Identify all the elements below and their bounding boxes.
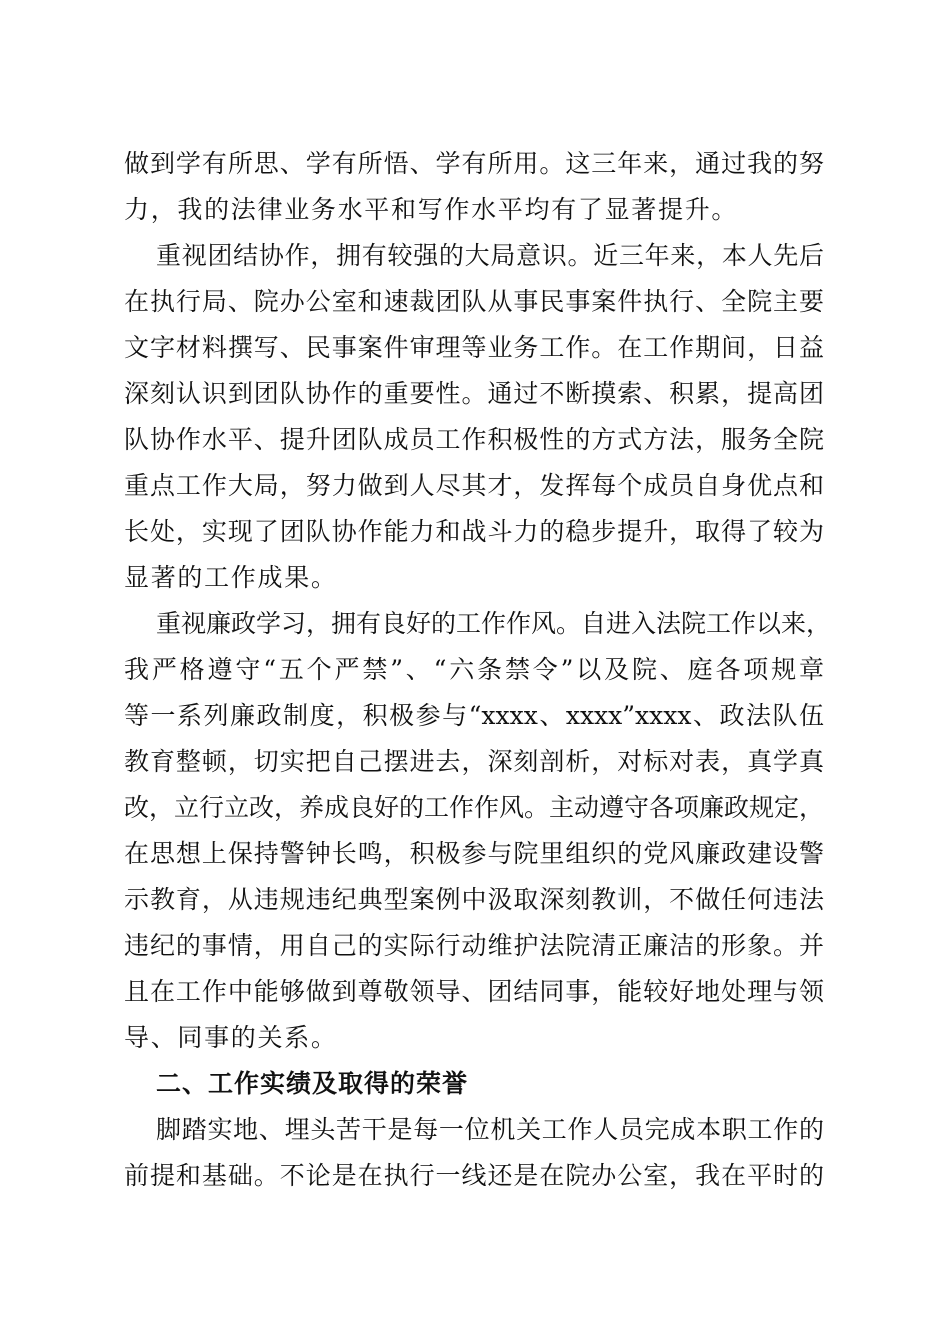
paragraph-2-line-5: 队协作水平、提升团队成员工作积极性的方式方法，服务全院 (124, 425, 824, 454)
paragraph-2-line-8: 显著的工作成果。 (124, 563, 338, 592)
paragraph-2-line-1: 重视团结协作，拥有较强的大局意识。近三年来，本人先后 (156, 241, 824, 270)
paragraph-3-line-1: 重视廉政学习，拥有良好的工作作风。自进入法院工作以来， (156, 609, 832, 638)
paragraph-1-line-1: 做到学有所思、学有所悟、学有所用。这三年来，通过我的努 (124, 149, 824, 178)
paragraph-4-line-2: 前提和基础。不论是在执行一线还是在院办公室，我在平时的 (124, 1161, 824, 1190)
paragraph-3-line-2: 我严格遵守“五个严禁”、“六条禁令”以及院、庭各项规章 (124, 655, 824, 684)
paragraph-3-line-10: 导、同事的关系。 (124, 1023, 338, 1052)
paragraph-3-line-9: 且在工作中能够做到尊敬领导、团结同事，能较好地处理与领 (124, 977, 824, 1006)
paragraph-3-line-6: 在思想上保持警钟长鸣，积极参与院里组织的党风廉政建设警 (124, 839, 824, 868)
paragraph-3-line-4: 教育整顿，切实把自己摆进去，深刻剖析，对标对表，真学真 (124, 747, 824, 776)
paragraph-2-line-7: 长处，实现了团队协作能力和战斗力的稳步提升，取得了较为 (124, 517, 824, 546)
paragraph-3-line-3: 等一系列廉政制度，积极参与“xxxx、xxxx”xxxx、政法队伍 (124, 701, 824, 730)
paragraph-3-line-7: 示教育，从违规违纪典型案例中汲取深刻教训，不做任何违法 (124, 885, 824, 914)
paragraph-3-line-5: 改，立行立改，养成良好的工作作风。主动遵守各项廉政规定， (124, 793, 825, 822)
section-heading: 二、工作实绩及取得的荣誉 (156, 1069, 469, 1098)
paragraph-1-line-2: 力，我的法律业务水平和写作水平均有了显著提升。 (124, 195, 739, 224)
paragraph-2-line-6: 重点工作大局，努力做到人尽其才，发挥每个成员自身优点和 (124, 471, 824, 500)
paragraph-2-line-4: 深刻认识到团队协作的重要性。通过不断摸索、积累，提高团 (124, 379, 824, 408)
paragraph-4-line-1: 脚踏实地、埋头苦干是每一位机关工作人员完成本职工作的 (156, 1115, 824, 1144)
paragraph-3-line-8: 违纪的事情，用自己的实际行动维护法院清正廉洁的形象。并 (124, 931, 824, 960)
paragraph-2-line-2: 在执行局、院办公室和速裁团队从事民事案件执行、全院主要 (124, 287, 824, 316)
paragraph-2-line-3: 文字材料撰写、民事案件审理等业务工作。在工作期间，日益 (124, 333, 824, 362)
